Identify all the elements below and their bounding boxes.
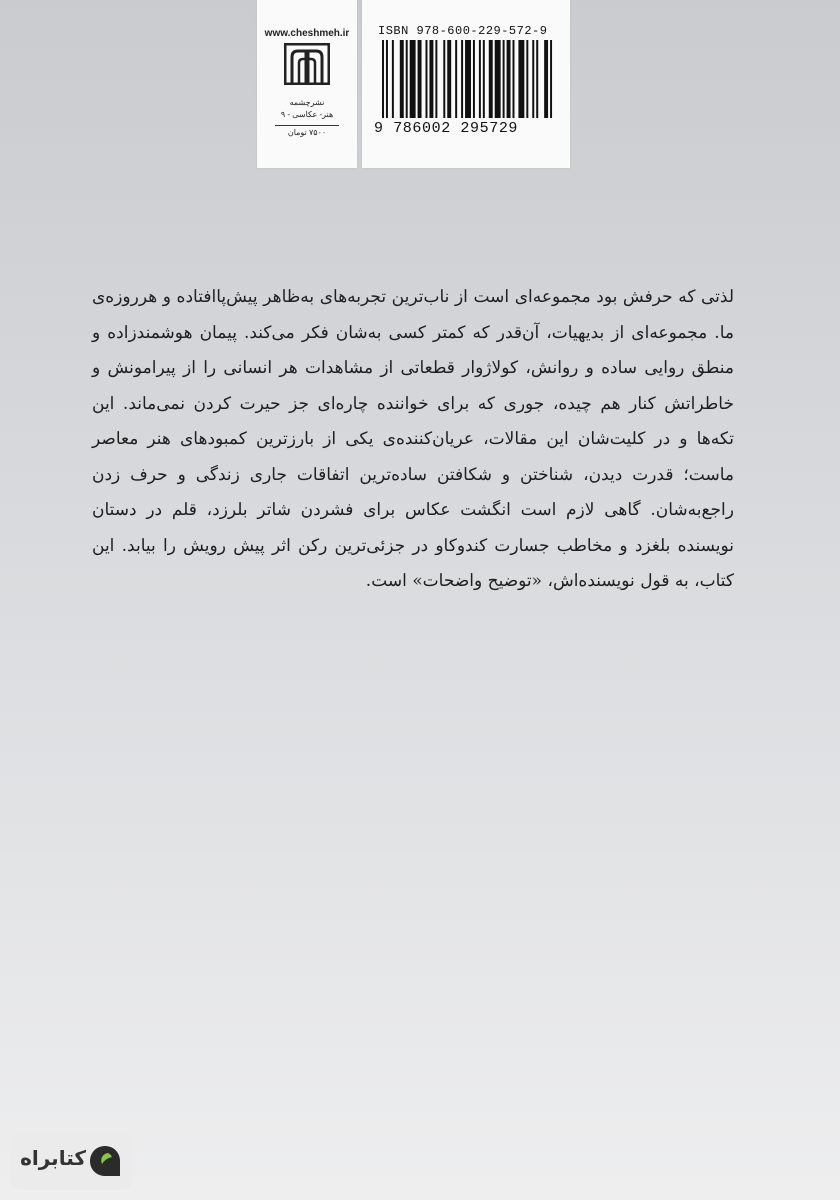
isbn-label: ISBN 978-600-229-572-9 [378, 24, 548, 38]
back-cover-blurb: لذتی که حرفش بود مجموعه‌ای است از ناب‌ترین تجربه‌های به‌ظاهر پیش‌پاافتاده و هرروزه‌ی ما. مجموعه‌ای از بدیهیات، آن‌قدر که کمتر کسی به‌شان فکر می‌کند. پیمان هوشمندزاده و منطق روایی ساده و روانش، کولاژوار قطعاتی از مشاهدات هر انسانی را از پیرامونش و خاطراتش کنار هم چیده، جوری که برای خواننده چاره‌ای جز حیرت کردن نمی‌ماند. این تکه‌ها و در کلیت‌شان این مقالات، عریان‌کننده‌ی یکی از بارزترین کمبودهای هنر معاصر ماست؛ قدرت دیدن، شناختن و شکافتن ساده‌ترین اتفاقات جاری زندگی و حرف زدن راجع‌به‌شان. گاهی لازم است انگشت عکاس برای فشردن شاتر بلرزد، قلم در دستان نویسنده بلغزد و مخاطب جسارت کندوکاو در جزئی‌ترین رکن اثر پیش رویش را بیابد. این کتاب، به قول نویسنده‌اش، «توضیح واضحات» است. [92, 287, 734, 591]
book-price: ۷۵۰۰ تومان [287, 128, 327, 137]
publisher-box [257, 0, 357, 168]
ean-digits: 9 786002 295729 [374, 120, 519, 137]
store-logo-text: کتابراه [20, 1146, 86, 1170]
book-arch-logo-icon [284, 43, 330, 85]
publisher-divider [275, 125, 339, 126]
publisher-url: www.cheshmeh.ir [264, 28, 350, 39]
ketabrah-logo-icon [88, 1144, 122, 1178]
store-logo-badge[interactable] [10, 1132, 132, 1190]
publisher-imprint: نشرچشمه [289, 98, 325, 107]
barcode-icon [382, 40, 556, 118]
barcode-box [362, 0, 570, 168]
publisher-series: هنر- عکاسی - ۹ [280, 110, 334, 119]
